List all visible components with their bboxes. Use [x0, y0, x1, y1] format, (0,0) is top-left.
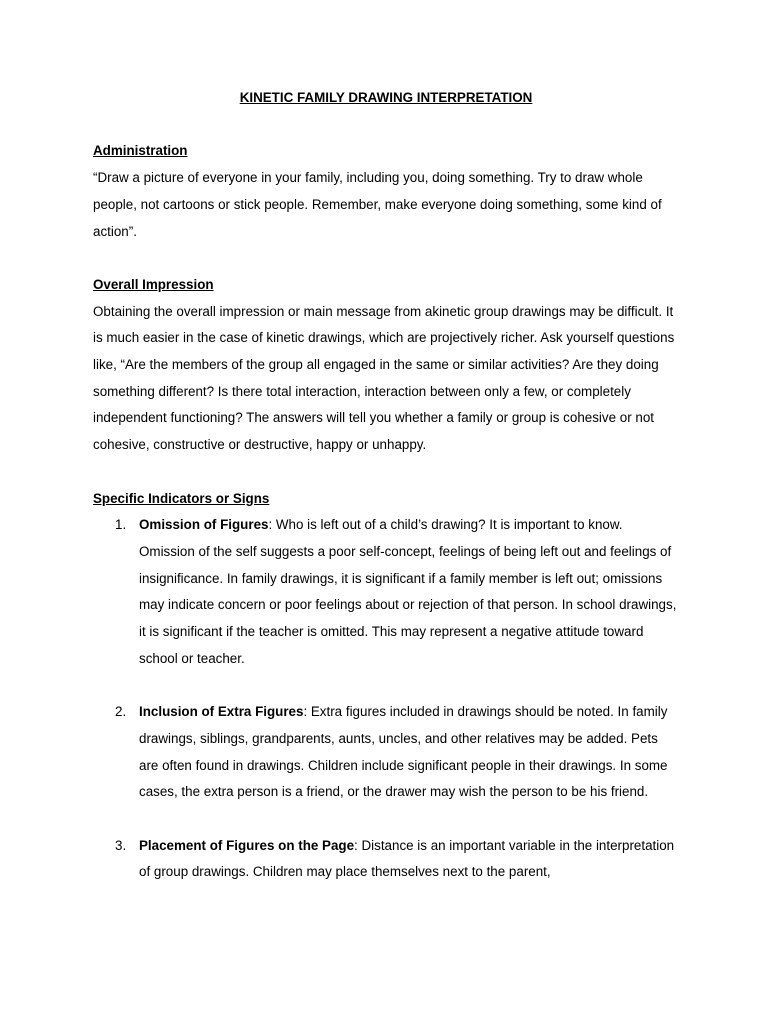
list-item-text: : Extra figures included in drawings should be noted. In family drawings, siblings, grandparents, aunts, uncles, and other relatives may be added. Pets are often found in drawings. Children include significant people in their drawings. In some cases, the extra person is a friend, or the drawer may wish the person to be his friend. [139, 704, 668, 800]
indicators-list [93, 512, 679, 886]
spacer [93, 245, 679, 272]
administration-section [93, 138, 679, 245]
list-item-term: Placement of Figures on the Page [139, 837, 355, 853]
list-item-text: : Who is left out of a child’s drawing? It is important to know. Omission of the self suggests a poor self-concept, feelings of being left out and feelings of insignificance. In family drawings, it is significant if a family member is left out; omissions may indicate concern or poor feelings about or rejection of that person. In school drawings, it is significant if the teacher is omitted. This may represent a negative attitude toward school or teacher. [139, 517, 677, 666]
overall-impression-text: Obtaining the overall impression or main message from akinetic group drawings may be difficult. It is much easier in the case of kinetic drawings, which are projectively richer. Ask yourself questions like, “Are the members of the group all engaged in the same or similar activities? Are they doing something different? Is there total interaction, interaction between only a few, or completely independent functioning? The answers will tell you whether a family or group is cohesive or not cohesive, constructive or destructive, happy or unhappy. [93, 303, 675, 453]
list-item [93, 699, 679, 806]
specific-indicators-section [93, 486, 679, 887]
administration-text: “Draw a picture of everyone in your family, including you, doing something. Try to draw whole people, not cartoons or stick people. Remember, make everyone doing something, some kind of action”. [93, 170, 662, 239]
list-item [93, 512, 679, 672]
document-title: KINETIC FAMILY DRAWING INTERPRETATION [239, 90, 533, 105]
overall-impression-section [93, 272, 679, 459]
spacer [93, 459, 679, 486]
list-item-number: 3. [115, 837, 127, 853]
overall-impression-heading: Overall Impression [93, 276, 214, 292]
document-body [93, 85, 679, 886]
list-item-term: Inclusion of Extra Figures [139, 704, 304, 720]
list-item [93, 833, 679, 886]
administration-heading: Administration [93, 143, 188, 159]
list-item-number: 2. [115, 704, 127, 720]
list-item-term: Omission of Figures [139, 517, 269, 533]
list-item-text: : Distance is an important variable in the interpretation of group drawings. Children may place themselves next to the parent, [139, 837, 675, 880]
specific-indicators-heading: Specific Indicators or Signs [93, 490, 270, 506]
spacer [93, 112, 679, 139]
list-item-number: 1. [115, 517, 127, 533]
